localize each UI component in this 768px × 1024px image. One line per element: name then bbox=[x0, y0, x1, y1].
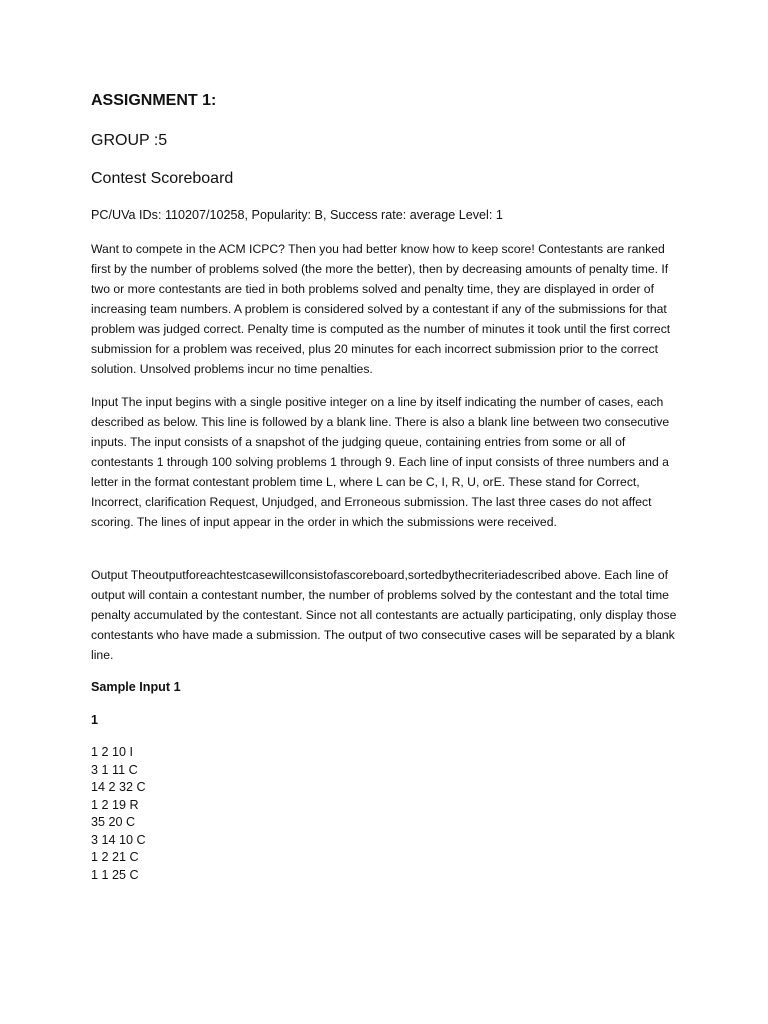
sample-input-line: 3 14 10 C bbox=[91, 832, 146, 847]
sample-input-lines bbox=[91, 744, 146, 884]
sample-input-heading: Sample Input 1 bbox=[91, 680, 181, 694]
sample-input-line: 1 1 25 C bbox=[91, 867, 139, 882]
group-label: GROUP :5 bbox=[91, 132, 168, 149]
assignment-title: ASSIGNMENT 1: bbox=[91, 92, 217, 109]
sample-input-line: 3 1 11 C bbox=[91, 762, 138, 777]
problem-meta-line: PC/UVa IDs: 110207/10258, Popularity: B, Success rate: average Level: 1 bbox=[91, 208, 503, 222]
sample-case-count: 1 bbox=[91, 713, 99, 727]
sample-input-line: 1 2 19 R bbox=[91, 797, 139, 812]
sample-input-line: 14 2 32 C bbox=[91, 780, 146, 794]
input-description-paragraph: Input The input begins with a single positive integer on a line by itself indicating the number of cases, each described as below. This line is followed by a blank line. There is also a blank line between two consecutive inputs. The input consists of a snapshot of the judging queue, containing entries from some or all of contestants 1 through 100 solving problems 1 through 9. Each line of input consists of three numbers and a letter in the format contestant problem time L, where L can be C, I, R, U, orE. These stand for Correct, Incorrect, clarification Request, Unjudged, and Erroneous submission. The last three cases do not affect scoring. The lines of input appear in the order in which the submissions were received. bbox=[91, 395, 670, 529]
sample-input-line: 1 2 10 I bbox=[91, 745, 134, 759]
problem-title: Contest Scoreboard bbox=[91, 170, 234, 187]
sample-input-line: 1 2 21 C bbox=[91, 850, 139, 864]
sample-input-line: 35 20 C bbox=[91, 815, 136, 829]
intro-paragraph: Want to compete in the ACM ICPC? Then you had better know how to keep score! Contestants are ranked first by the number of problems solved (the more the better), then by decreasing amounts of penalty time. If two or more contestants are tied in both problems solved and penalty time, they are displayed in order of increasing team numbers. A problem is considered solved by a contestant if any of the submissions for that problem was judged correct. Penalty time is computed as the number of minutes it took until the first correct submission for a problem was received, plus 20 minutes for each incorrect submission prior to the correct solution. Unsolved problems incur no time penalties. bbox=[91, 242, 671, 376]
output-description-paragraph: Output Theoutputforeachtestcasewillconsistofascoreboard,sortedbythecriteriadescribed above. Each line of output will contain a contestant number, the number of problems solved by the contestant and the total time penalty accumulated by the contestant. Since not all contestants are actually participating, only display those contestants who have made a submission. The output of two consecutive cases will be separated by a blank line. bbox=[91, 568, 677, 662]
